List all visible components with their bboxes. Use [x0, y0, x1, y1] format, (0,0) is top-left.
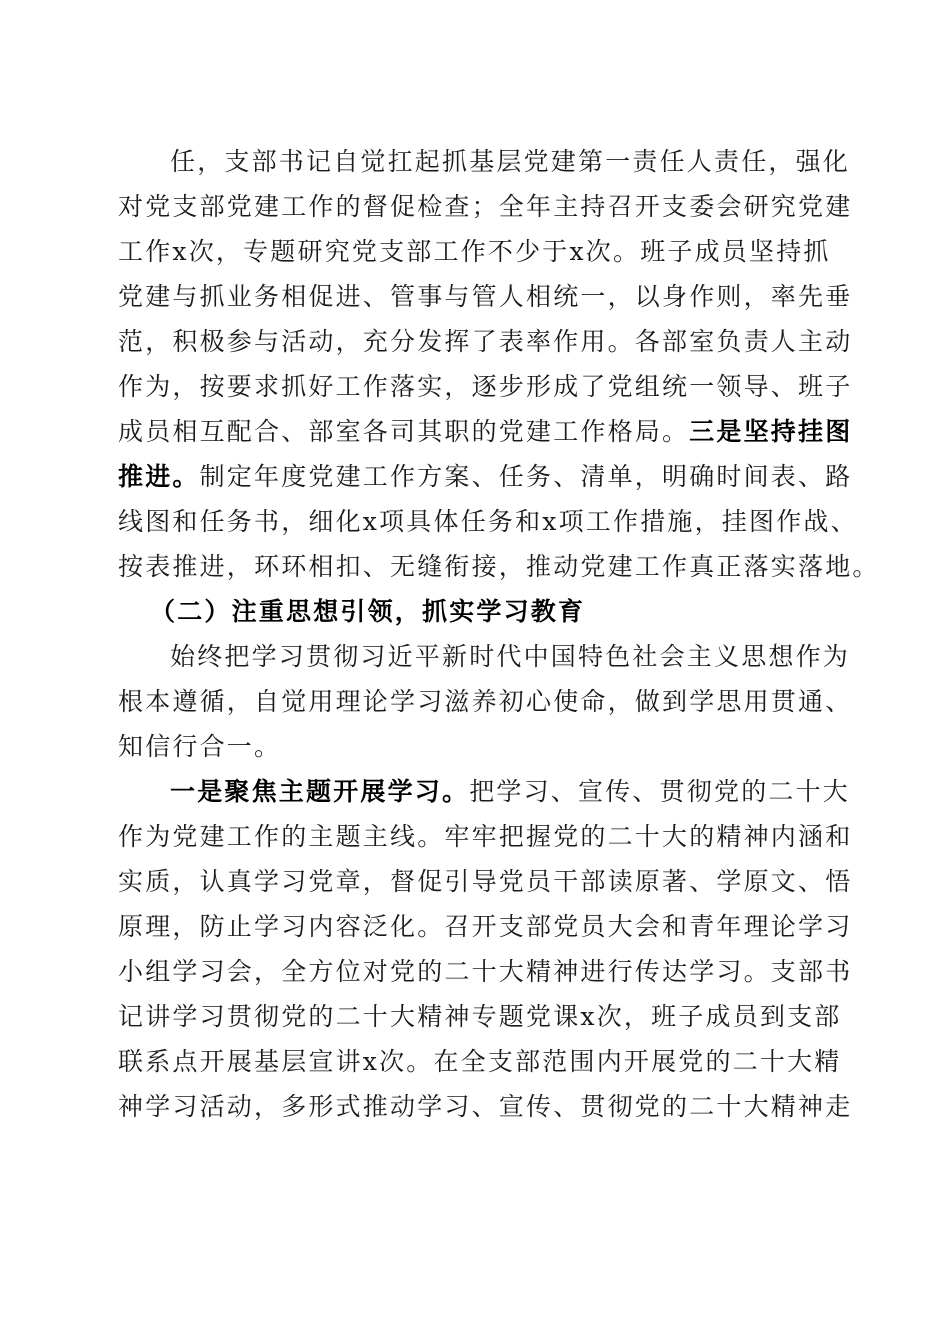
line-text: 始终把学习贯彻习近平新时代中国特色社会主义思想作为 [170, 642, 851, 671]
line-text: 作为党建工作的主题主线。牢牢把握党的二十大的精神内涵和 [118, 822, 853, 851]
line-text: 制定年度党建工作方案、任务、清单，明确时间表、路 [199, 462, 853, 491]
paragraph-line [118, 192, 852, 222]
bold-lead-text: 推进。 [118, 462, 200, 491]
line-text: 工作x次，专题研究党支部工作不少于x次。班子成员坚持抓 [118, 237, 831, 266]
paragraph-line [118, 552, 880, 582]
paragraph-line [118, 1002, 842, 1032]
paragraph-line [118, 327, 852, 357]
paragraph-line [118, 282, 852, 312]
line-text: 党建与抓业务相促进、管事与管人相统一，以身作则，率先垂 [118, 282, 853, 311]
section-heading [150, 597, 585, 627]
line-text: 联系点开展基层宣讲x次。在全支部范围内开展党的二十大精 [118, 1047, 842, 1076]
paragraph-line [118, 957, 852, 987]
paragraph-line [170, 147, 850, 177]
line-text: 作为，按要求抓好工作落实，逐步形成了党组统一领导、班子 [118, 372, 853, 401]
line-text: 神学习活动，多形式推动学习、宣传、贯彻党的二十大精神走 [118, 1092, 853, 1121]
paragraph-line [170, 642, 850, 672]
line-text: 实质，认真学习党章，督促引导党员干部读原著、学原文、悟 [118, 867, 853, 896]
paragraph-line [118, 912, 852, 942]
paragraph-line [118, 822, 852, 852]
line-text: 按表推进，环环相扣、无缝衔接，推动党建工作真正落实落地。 [118, 552, 880, 581]
line-text: 原理，防止学习内容泛化。召开支部党员大会和青年理论学习 [118, 912, 853, 941]
line-text: 对党支部党建工作的督促检查；全年主持召开支委会研究党建 [118, 192, 853, 221]
section-heading-text: （二）注重思想引领，抓实学习教育 [150, 597, 586, 626]
line-text: 根本遵循，自觉用理论学习滋养初心使命，做到学思用贯通、 [118, 687, 853, 716]
paragraph-line [170, 777, 850, 807]
line-text: 小组学习会，全方位对党的二十大精神进行传达学习。支部书 [118, 957, 853, 986]
paragraph-line [118, 732, 281, 762]
paragraph-line [118, 1047, 842, 1077]
line-text: 成员相互配合、部室各司其职的党建工作格局。 [118, 417, 690, 446]
bold-lead-text: 三是坚持挂图 [689, 417, 853, 446]
line-text: 把学习、宣传、贯彻党的二十大 [469, 777, 851, 806]
paragraph-line [118, 687, 852, 717]
line-text: 任，支部书记自觉扛起抓基层党建第一责任人责任，强化 [170, 147, 851, 176]
paragraph-line [118, 1092, 852, 1122]
line-text: 范，积极参与活动，充分发挥了表率作用。各部室负责人主动 [118, 327, 853, 356]
paragraph-line [118, 507, 858, 537]
paragraph-line [118, 462, 852, 492]
bold-lead-text: 一是聚焦主题开展学习。 [170, 777, 470, 806]
paragraph-line [118, 867, 852, 897]
line-text: 线图和任务书，细化x项具体任务和x项工作措施，挂图作战、 [118, 507, 858, 536]
paragraph-line [118, 237, 831, 267]
line-text: 记讲学习贯彻党的二十大精神专题党课x次，班子成员到支部 [118, 1002, 842, 1031]
paragraph-line [118, 372, 852, 402]
line-text: 知信行合一。 [118, 732, 282, 761]
paragraph-line [118, 417, 852, 447]
